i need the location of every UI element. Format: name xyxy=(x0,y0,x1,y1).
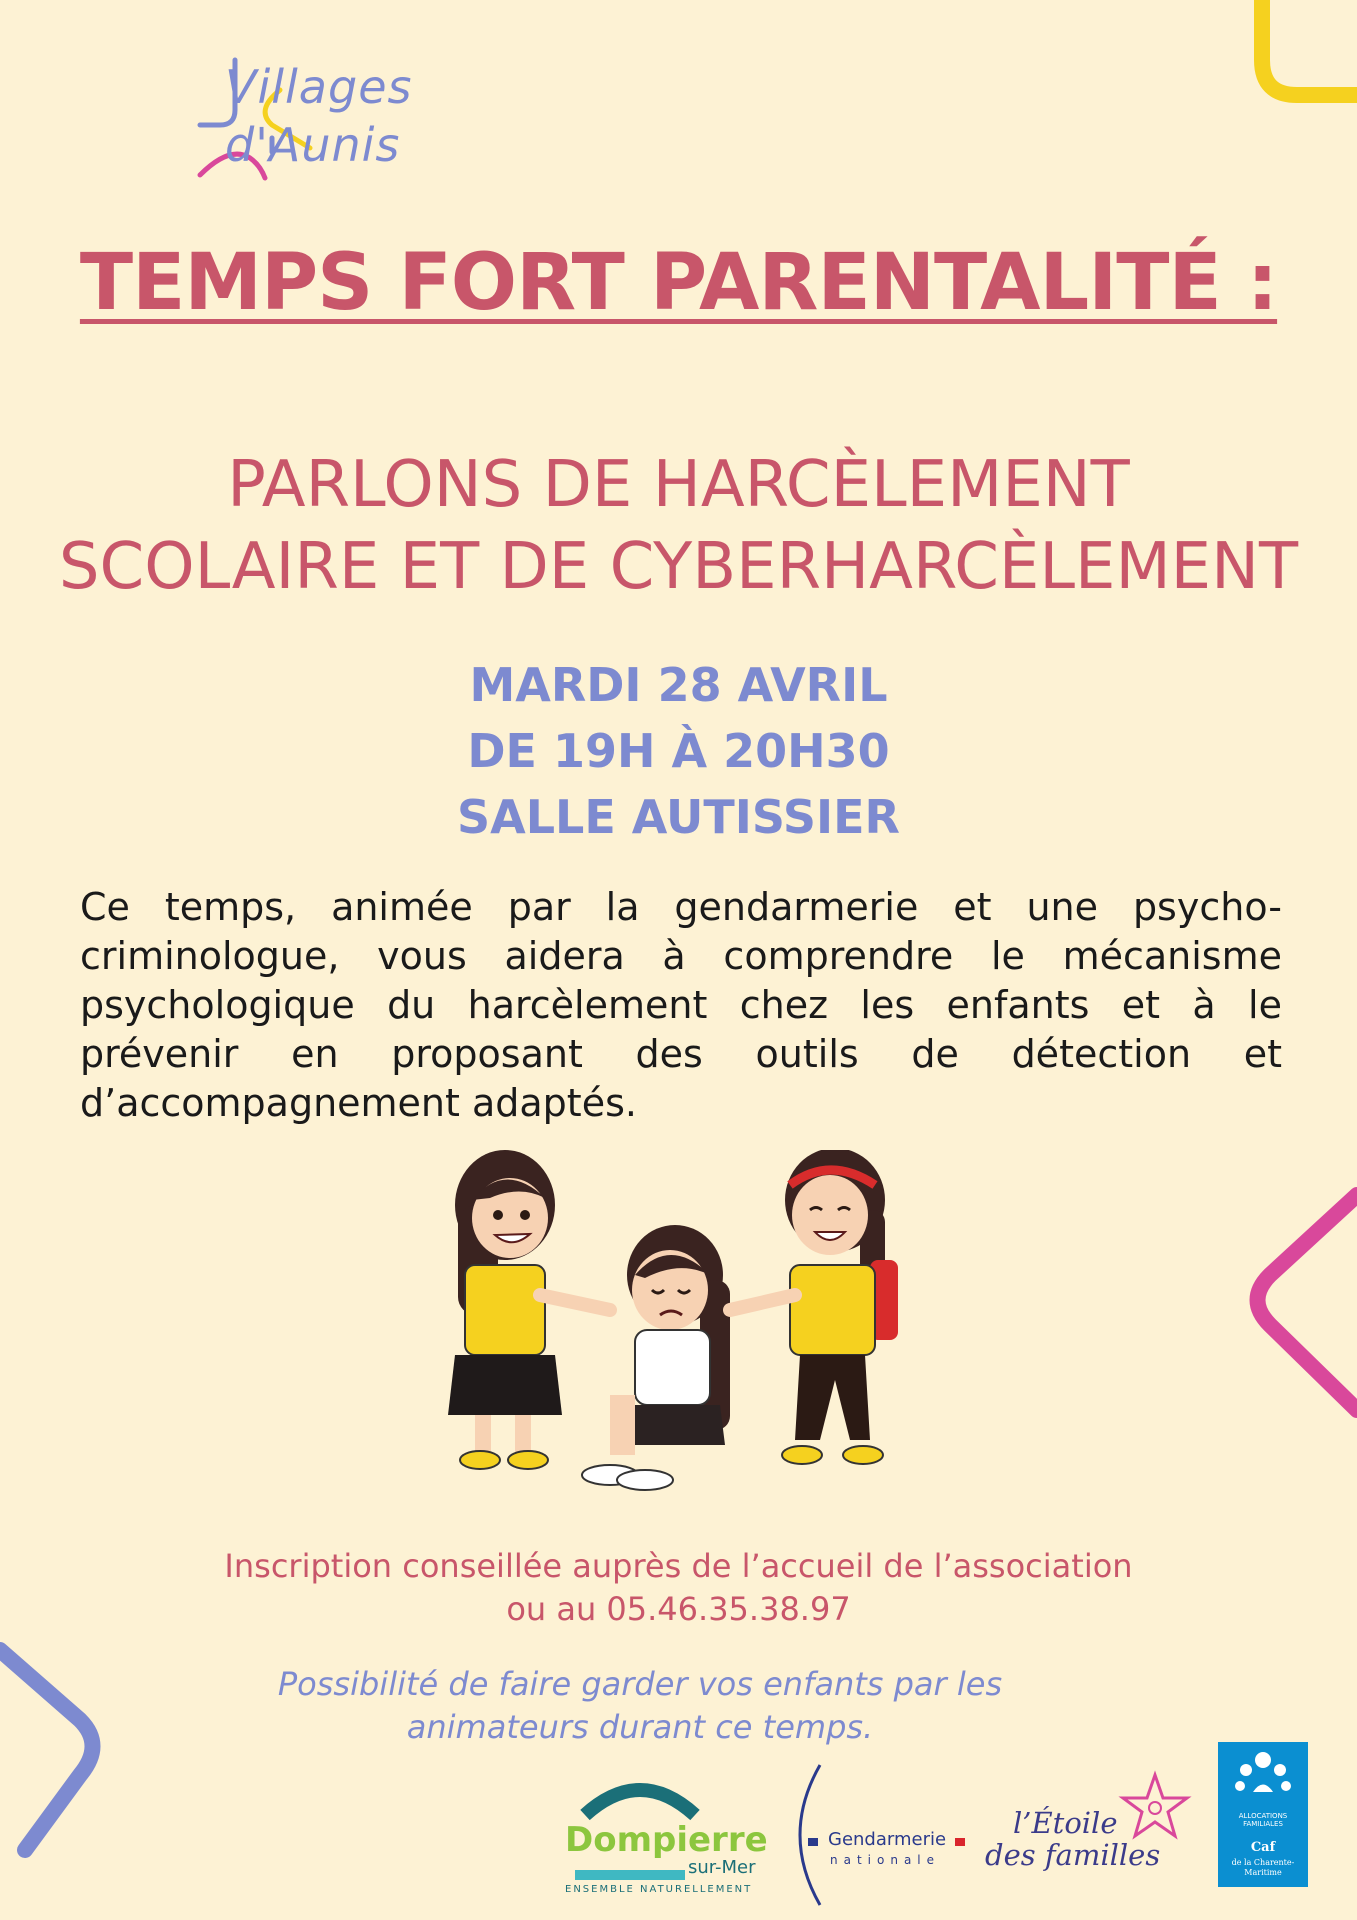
event-description: Ce temps, animée par la gendarmerie et une psycho-criminologue, vous aidera à comprendre le mécanisme psychologique du harcèlement chez les enfants et à le prévenir en proposant des outils de détection et d’accompagnement adaptés. xyxy=(80,885,1282,1125)
dompierre-sub: sur-Mer xyxy=(688,1857,756,1878)
event-time: DE 19H À 20H30 xyxy=(467,724,890,778)
left-girl-figure xyxy=(448,1150,610,1469)
magenta-corner-stroke xyxy=(1258,1195,1357,1410)
dompierre-tagline: ENSEMBLE NATURELLEMENT xyxy=(565,1884,753,1895)
dompierre-name: Dompierre xyxy=(565,1820,768,1860)
subtitle-line1: PARLONS DE HARCÈLEMENT xyxy=(227,448,1130,522)
logo-text-line1: Villages xyxy=(225,60,413,114)
right-girl-figure xyxy=(730,1150,898,1464)
page-title xyxy=(0,238,1357,328)
caf-top-text: ALLOCATIONS FAMILIALES xyxy=(1238,1812,1288,1828)
page-title-text: TEMPS FORT PARENTALITÉ : xyxy=(79,238,1278,328)
caf-name: Caf xyxy=(1250,1840,1276,1855)
etoile-line1: l’Étoile xyxy=(1013,1806,1118,1840)
logo-text-line2: d'Aunis xyxy=(225,118,401,172)
inscription-line1: Inscription conseillée auprès de l’accueil de l’association xyxy=(224,1547,1133,1585)
childcare-line2: animateurs durant ce temps. xyxy=(406,1708,874,1746)
inscription-phone: ou au 05.46.35.38.97 xyxy=(506,1590,851,1628)
caf-family-icon xyxy=(1218,1742,1308,1810)
event-date: MARDI 28 AVRIL xyxy=(469,658,888,712)
caf-region: de la Charente-Maritime xyxy=(1231,1858,1295,1877)
etoile-line2: des familles xyxy=(985,1838,1161,1872)
childcare-line1: Possibilité de faire garder vos enfants par les xyxy=(277,1665,1003,1703)
gendarmerie-sub: nationale xyxy=(830,1853,941,1867)
sad-girl-figure xyxy=(582,1225,730,1490)
children-bullying-illustration xyxy=(430,1150,930,1520)
yellow-corner-stroke xyxy=(1262,0,1357,95)
subtitle-line2: SCOLAIRE ET DE CYBERHARCÈLEMENT xyxy=(58,530,1299,604)
gendarmerie-name: Gendarmerie xyxy=(828,1829,947,1850)
event-place: SALLE AUTISSIER xyxy=(457,790,900,844)
